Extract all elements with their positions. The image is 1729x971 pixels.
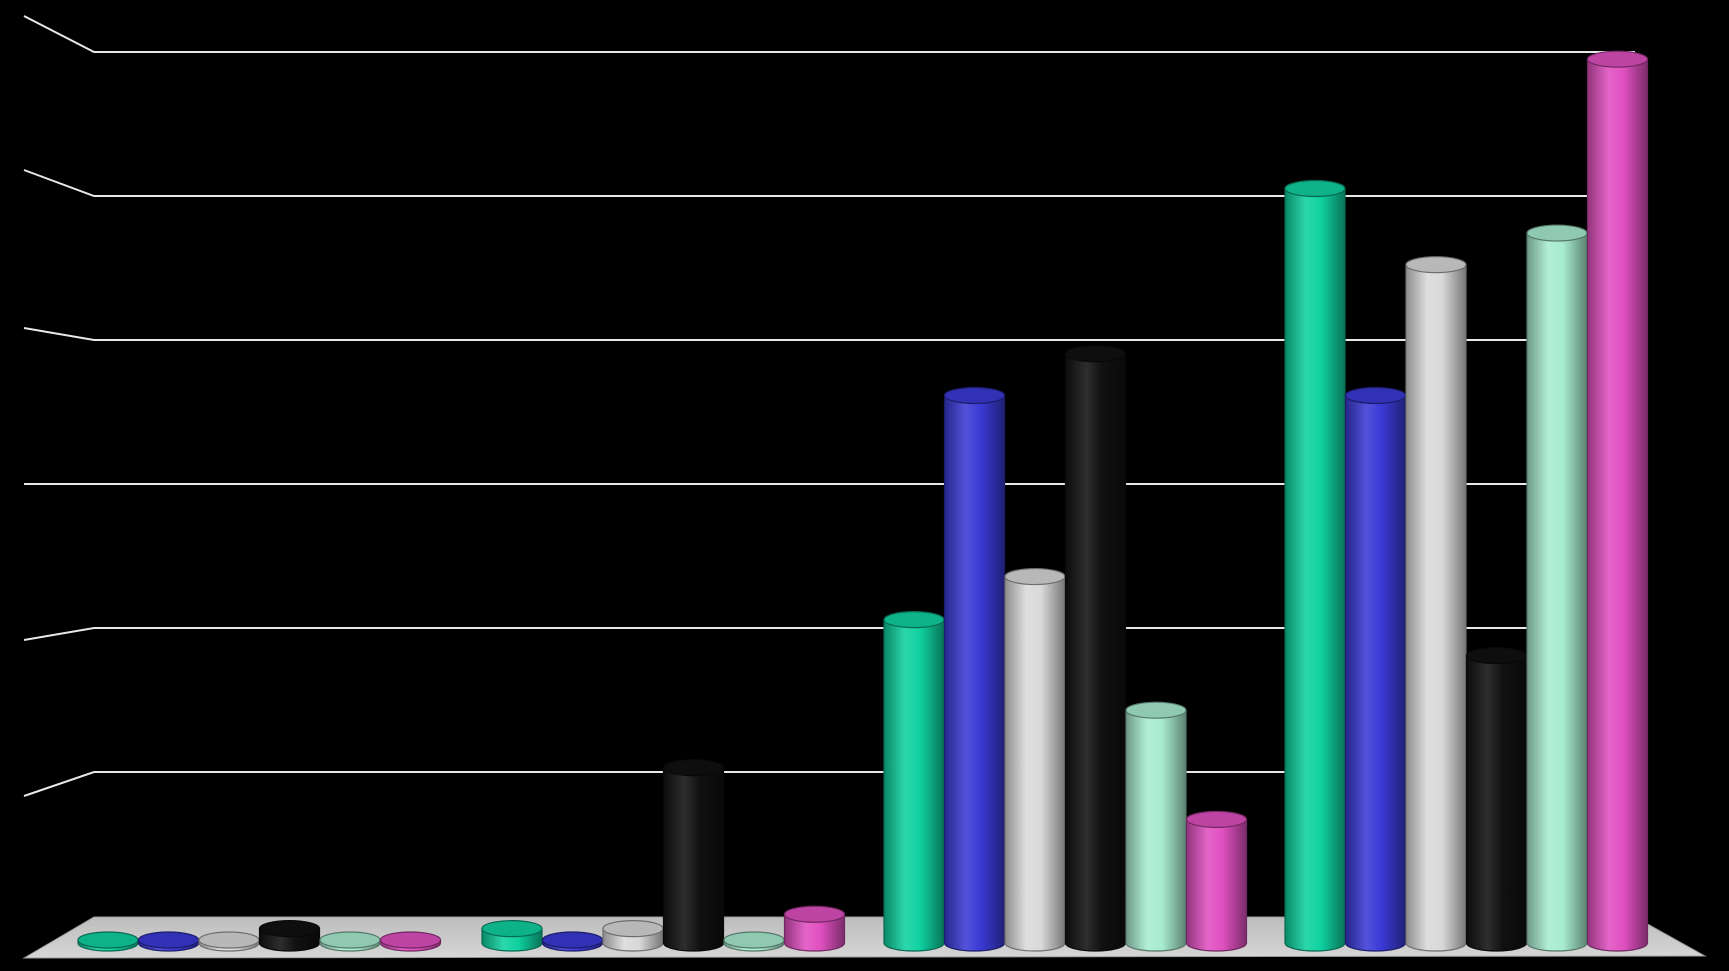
bar-top — [78, 932, 138, 948]
bar-body — [1467, 656, 1527, 951]
gridline — [24, 16, 1635, 52]
bar — [724, 932, 784, 951]
bar-top — [1467, 648, 1527, 664]
bar-body — [1285, 189, 1345, 951]
bar — [664, 760, 724, 951]
gridline — [24, 328, 1635, 340]
bar-top — [1346, 387, 1406, 403]
bar — [945, 387, 1005, 951]
bar — [78, 932, 138, 951]
bar-body — [664, 768, 724, 951]
bar — [1285, 181, 1345, 951]
bar — [139, 932, 199, 951]
gridline — [24, 170, 1635, 196]
bar-top — [945, 387, 1005, 403]
chart-bars — [78, 51, 1648, 951]
bar — [381, 932, 441, 951]
bar — [199, 932, 259, 951]
bar-top — [199, 932, 259, 948]
bar-body — [1588, 59, 1648, 951]
bar — [1346, 387, 1406, 951]
bar — [1126, 702, 1186, 951]
bar — [785, 906, 845, 951]
bar-top — [1285, 181, 1345, 197]
bar — [1588, 51, 1648, 951]
bar-body — [1187, 819, 1247, 951]
bar-top — [482, 921, 542, 937]
bar — [1187, 811, 1247, 951]
bar-top — [1066, 346, 1126, 362]
bar-body — [1527, 233, 1587, 951]
bar — [320, 932, 380, 951]
bar — [884, 612, 944, 951]
bar-top — [724, 932, 784, 948]
bar — [603, 921, 663, 951]
bar — [260, 921, 320, 951]
bar — [1467, 648, 1527, 951]
bar-top — [1406, 257, 1466, 273]
bar-body — [1066, 354, 1126, 951]
bar — [482, 921, 542, 951]
bar-top — [884, 612, 944, 628]
bar-top — [381, 932, 441, 948]
bar-top — [139, 932, 199, 948]
bar — [1406, 257, 1466, 951]
bar — [1005, 569, 1065, 951]
bar-body — [1126, 710, 1186, 951]
bar-top — [1126, 702, 1186, 718]
bar-top — [543, 932, 603, 948]
bar — [543, 932, 603, 951]
bar-top — [320, 932, 380, 948]
bar — [1066, 346, 1126, 951]
bar-top — [1527, 225, 1587, 241]
bar-top — [664, 760, 724, 776]
bar-top — [1187, 811, 1247, 827]
bar-body — [945, 395, 1005, 951]
bar-top — [260, 921, 320, 937]
bar-top — [1005, 569, 1065, 585]
bar — [1527, 225, 1587, 951]
bar-body — [1346, 395, 1406, 951]
bar-body — [1005, 577, 1065, 951]
bar-top — [785, 906, 845, 922]
bar-body — [1406, 265, 1466, 951]
bar-top — [603, 921, 663, 937]
bar-body — [884, 620, 944, 951]
bar-top — [1588, 51, 1648, 67]
